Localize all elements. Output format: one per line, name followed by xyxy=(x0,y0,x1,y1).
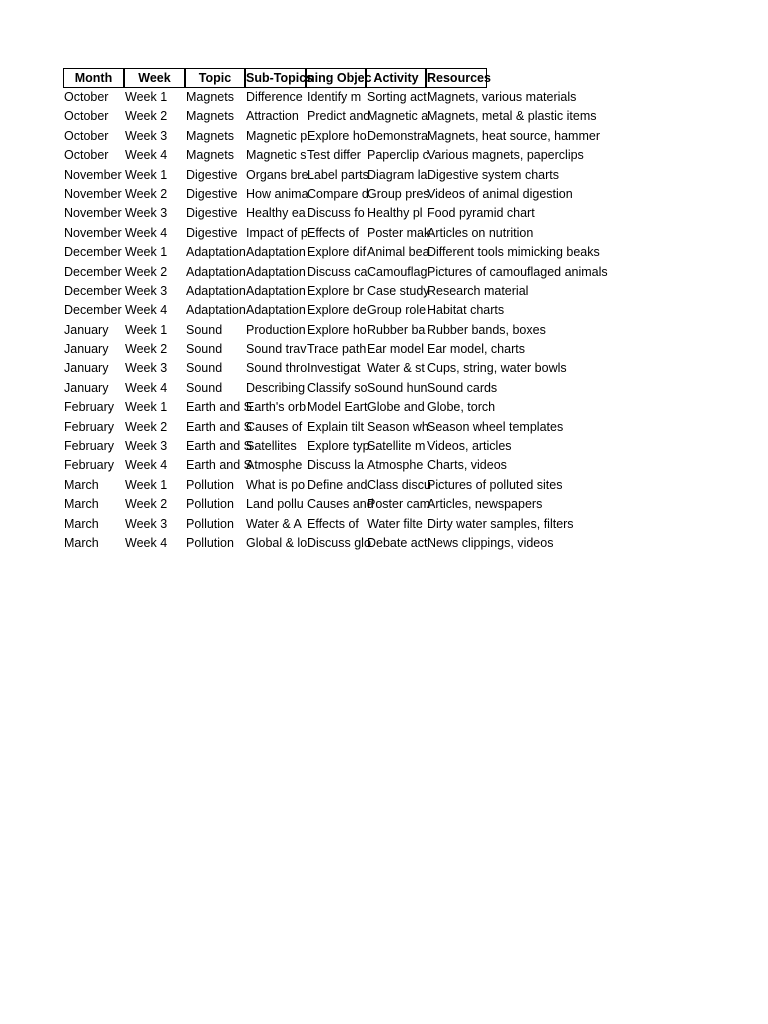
header-resources[interactable]: Resources xyxy=(426,68,487,88)
month-cell[interactable]: October xyxy=(64,90,109,104)
month-cell[interactable]: March xyxy=(64,477,99,492)
topic-cell[interactable]: Pollution xyxy=(186,477,234,492)
header-topic[interactable]: Topic xyxy=(185,68,245,88)
week-cell[interactable]: Week 3 xyxy=(125,128,168,143)
month-cell[interactable]: January xyxy=(64,342,109,357)
topic-cell[interactable]: Magnets xyxy=(186,148,234,163)
objective-cell[interactable]: Label parts xyxy=(307,167,369,182)
topic-cell[interactable]: Sound xyxy=(186,361,223,376)
month-cell[interactable]: February xyxy=(64,400,115,415)
activity-cell[interactable]: Case study xyxy=(367,283,430,298)
sub-topic-cell[interactable]: Causes of xyxy=(246,419,303,434)
month-cell[interactable]: January xyxy=(64,361,109,376)
topic-cell[interactable]: Earth and S xyxy=(186,439,253,454)
week-cell[interactable]: Week 3 xyxy=(125,516,168,531)
month-cell[interactable]: October xyxy=(64,128,109,143)
week-cell[interactable]: Week 3 xyxy=(125,206,168,221)
resources-cell[interactable]: Digestive system charts xyxy=(427,167,559,182)
objective-cell[interactable]: Explore de xyxy=(307,303,367,318)
resources-cell[interactable]: Globe, torch xyxy=(427,400,496,415)
sub-topic-cell[interactable]: Global & lo xyxy=(246,535,308,550)
sub-topic-cell[interactable]: Atmosphe xyxy=(246,458,303,473)
resources-cell[interactable]: Various magnets, paperclips xyxy=(427,148,584,163)
objective-cell[interactable]: Causes and xyxy=(307,497,374,512)
sub-topic-cell[interactable]: Sound thro xyxy=(246,361,308,376)
sub-topic-cell[interactable]: Satellites xyxy=(246,439,297,454)
resources-cell[interactable]: Charts, videos xyxy=(427,458,507,473)
activity-cell[interactable]: Class discu xyxy=(367,477,431,492)
header-week[interactable]: Week xyxy=(124,68,185,88)
topic-cell[interactable]: Digestive xyxy=(186,206,238,221)
activity-cell[interactable]: Group role xyxy=(367,303,427,318)
resources-cell[interactable]: Research material xyxy=(427,283,529,298)
resources-cell[interactable]: Articles, newspapers xyxy=(427,497,543,512)
resources-cell[interactable]: Rubber bands, boxes xyxy=(427,322,546,337)
activity-cell[interactable]: Poster mak xyxy=(367,225,431,240)
resources-cell[interactable]: Season wheel templates xyxy=(427,419,564,434)
objective-cell[interactable]: Discuss fo xyxy=(307,206,365,221)
topic-cell[interactable]: Digestive xyxy=(186,167,238,182)
month-cell[interactable]: January xyxy=(64,380,109,395)
month-cell[interactable]: February xyxy=(64,419,115,434)
objective-cell[interactable]: Explain tilt xyxy=(307,419,364,434)
objective-cell[interactable]: Effects of xyxy=(307,516,359,531)
objective-cell[interactable]: Identify m xyxy=(307,90,362,104)
activity-cell[interactable]: Water & st xyxy=(367,361,425,376)
activity-cell[interactable]: Healthy pl xyxy=(367,206,423,221)
sub-topic-cell[interactable]: Attraction xyxy=(246,109,299,124)
month-cell[interactable]: February xyxy=(64,458,115,473)
activity-cell[interactable]: Water filte xyxy=(367,516,423,531)
activity-cell[interactable]: Globe and xyxy=(367,400,425,415)
activity-cell[interactable]: Camouflag xyxy=(367,264,428,279)
topic-cell[interactable]: Pollution xyxy=(186,535,234,550)
month-cell[interactable]: December xyxy=(64,283,122,298)
month-cell[interactable]: December xyxy=(64,264,122,279)
resources-cell[interactable]: Articles on nutrition xyxy=(427,225,534,240)
activity-cell[interactable]: Magnetic a xyxy=(367,109,429,124)
sub-topic-cell[interactable]: Adaptation xyxy=(246,283,306,298)
resources-cell[interactable]: Magnets, metal & plastic items xyxy=(427,109,597,124)
topic-cell[interactable]: Magnets xyxy=(186,128,234,143)
objective-cell[interactable]: Effects of xyxy=(307,225,359,240)
week-cell[interactable]: Week 1 xyxy=(125,90,168,104)
week-cell[interactable]: Week 3 xyxy=(125,361,168,376)
sub-topic-cell[interactable]: Adaptation xyxy=(246,264,306,279)
resources-cell[interactable]: Food pyramid chart xyxy=(427,206,535,221)
topic-cell[interactable]: Adaptation xyxy=(186,264,246,279)
topic-cell[interactable]: Adaptation xyxy=(186,245,246,260)
activity-cell[interactable]: Group pres xyxy=(367,186,430,201)
month-cell[interactable]: December xyxy=(64,245,122,260)
activity-cell[interactable]: Demonstra xyxy=(367,128,429,143)
activity-cell[interactable]: Atmosphe xyxy=(367,458,424,473)
sub-topic-cell[interactable]: What is po xyxy=(246,477,306,492)
sub-topic-cell[interactable]: Land pollu xyxy=(246,497,304,512)
topic-cell[interactable]: Earth and S xyxy=(186,400,253,415)
topic-cell[interactable]: Digestive xyxy=(186,186,238,201)
week-cell[interactable]: Week 1 xyxy=(125,245,168,260)
topic-cell[interactable]: Earth and S xyxy=(186,419,253,434)
resources-cell[interactable]: Pictures of polluted sites xyxy=(427,477,563,492)
week-cell[interactable]: Week 2 xyxy=(125,419,168,434)
objective-cell[interactable]: Explore ho xyxy=(307,322,367,337)
sub-topic-cell[interactable]: Magnetic s xyxy=(246,148,307,163)
activity-cell[interactable]: Poster cam xyxy=(367,497,431,512)
month-cell[interactable]: March xyxy=(64,535,99,550)
topic-cell[interactable]: Pollution xyxy=(186,516,234,531)
week-cell[interactable]: Week 4 xyxy=(125,225,168,240)
resources-cell[interactable]: Dirty water samples, filters xyxy=(427,516,574,531)
activity-cell[interactable]: Sorting act xyxy=(367,90,427,104)
month-cell[interactable]: November xyxy=(64,206,122,221)
sub-topic-cell[interactable]: Difference xyxy=(246,90,303,104)
activity-cell[interactable]: Debate act xyxy=(367,535,428,550)
week-cell[interactable]: Week 4 xyxy=(125,148,168,163)
objective-cell[interactable]: Predict and xyxy=(307,109,371,124)
header-month[interactable]: Month xyxy=(63,68,124,88)
month-cell[interactable]: October xyxy=(64,109,109,124)
month-cell[interactable]: November xyxy=(64,167,122,182)
objective-cell[interactable]: Define and xyxy=(307,477,368,492)
objective-cell[interactable]: Investigat xyxy=(307,361,361,376)
month-cell[interactable]: March xyxy=(64,516,99,531)
resources-cell[interactable]: Habitat charts xyxy=(427,303,505,318)
month-cell[interactable]: November xyxy=(64,186,122,201)
sub-topic-cell[interactable]: Organs bre xyxy=(246,167,309,182)
header-activity[interactable]: Activity xyxy=(366,68,426,88)
week-cell[interactable]: Week 4 xyxy=(125,380,168,395)
objective-cell[interactable]: Discuss glo xyxy=(307,535,371,550)
objective-cell[interactable]: Explore typ xyxy=(307,439,370,454)
objective-cell[interactable]: Classify so xyxy=(307,380,368,395)
activity-cell[interactable]: Paperclip c xyxy=(367,148,429,163)
sub-topic-cell[interactable]: Impact of p xyxy=(246,225,308,240)
activity-cell[interactable]: Sound hun xyxy=(367,380,428,395)
resources-cell[interactable]: Ear model, charts xyxy=(427,342,525,357)
topic-cell[interactable]: Magnets xyxy=(186,90,234,104)
week-cell[interactable]: Week 1 xyxy=(125,167,168,182)
sub-topic-cell[interactable]: Water & A xyxy=(246,516,302,531)
objective-cell[interactable]: Test differ xyxy=(307,148,361,163)
month-cell[interactable]: March xyxy=(64,497,99,512)
header-learning-objectives[interactable]: ning Objec xyxy=(306,68,366,88)
resources-cell[interactable]: Sound cards xyxy=(427,380,498,395)
objective-cell[interactable]: Compare d xyxy=(307,186,369,201)
topic-cell[interactable]: Earth and S xyxy=(186,458,253,473)
sub-topic-cell[interactable]: Describing xyxy=(246,380,306,395)
resources-cell[interactable]: Different tools mimicking beaks xyxy=(427,245,600,260)
sub-topic-cell[interactable]: Adaptation xyxy=(246,303,306,318)
sub-topic-cell[interactable]: Earth's orb xyxy=(246,400,307,415)
objective-cell[interactable]: Explore br xyxy=(307,283,364,298)
month-cell[interactable]: November xyxy=(64,225,122,240)
activity-cell[interactable]: Ear model xyxy=(367,342,424,357)
resources-cell[interactable]: Magnets, heat source, hammer xyxy=(427,128,600,143)
sub-topic-cell[interactable]: Adaptation xyxy=(246,245,306,260)
objective-cell[interactable]: Discuss la xyxy=(307,458,364,473)
sub-topic-cell[interactable]: Sound trav xyxy=(246,342,307,357)
topic-cell[interactable]: Pollution xyxy=(186,497,234,512)
sub-topic-cell[interactable]: Production xyxy=(246,322,306,337)
objective-cell[interactable]: Trace path xyxy=(307,342,367,357)
topic-cell[interactable]: Adaptation xyxy=(186,303,246,318)
topic-cell[interactable]: Magnets xyxy=(186,109,234,124)
sub-topic-cell[interactable]: Magnetic p xyxy=(246,128,308,143)
topic-cell[interactable]: Digestive xyxy=(186,225,238,240)
week-cell[interactable]: Week 4 xyxy=(125,303,168,318)
week-cell[interactable]: Week 4 xyxy=(125,458,168,473)
week-cell[interactable]: Week 1 xyxy=(125,400,168,415)
activity-cell[interactable]: Satellite m xyxy=(367,439,426,454)
week-cell[interactable]: Week 2 xyxy=(125,497,168,512)
objective-cell[interactable]: Explore dif xyxy=(307,245,367,260)
topic-cell[interactable]: Sound xyxy=(186,380,223,395)
resources-cell[interactable]: Magnets, various materials xyxy=(427,90,577,104)
resources-cell[interactable]: Videos, articles xyxy=(427,439,512,454)
activity-cell[interactable]: Rubber ba xyxy=(367,322,426,337)
activity-cell[interactable]: Animal bea xyxy=(367,245,430,260)
week-cell[interactable]: Week 2 xyxy=(125,264,168,279)
month-cell[interactable]: October xyxy=(64,148,109,163)
topic-cell[interactable]: Sound xyxy=(186,342,223,357)
month-cell[interactable]: December xyxy=(64,303,122,318)
topic-cell[interactable]: Sound xyxy=(186,322,223,337)
objective-cell[interactable]: Discuss ca xyxy=(307,264,368,279)
header-sub-topics[interactable]: Sub-Topics xyxy=(245,68,306,88)
resources-cell[interactable]: Pictures of camouflaged animals xyxy=(427,264,608,279)
activity-cell[interactable]: Diagram la xyxy=(367,167,428,182)
objective-cell[interactable]: Explore ho xyxy=(307,128,367,143)
objective-cell[interactable]: Model Eart xyxy=(307,400,368,415)
topic-cell[interactable]: Adaptation xyxy=(186,283,246,298)
resources-cell[interactable]: Cups, string, water bowls xyxy=(427,361,567,376)
resources-cell[interactable]: Videos of animal digestion xyxy=(427,186,573,201)
week-cell[interactable]: Week 4 xyxy=(125,535,168,550)
week-cell[interactable]: Week 2 xyxy=(125,342,168,357)
sub-topic-cell[interactable]: How anima xyxy=(246,186,309,201)
sub-topic-cell[interactable]: Healthy ea xyxy=(246,206,306,221)
activity-cell[interactable]: Season wh xyxy=(367,419,429,434)
week-cell[interactable]: Week 1 xyxy=(125,322,168,337)
month-cell[interactable]: February xyxy=(64,439,115,454)
month-cell[interactable]: January xyxy=(64,322,109,337)
week-cell[interactable]: Week 2 xyxy=(125,186,168,201)
week-cell[interactable]: Week 1 xyxy=(125,477,168,492)
week-cell[interactable]: Week 2 xyxy=(125,109,168,124)
resources-cell[interactable]: News clippings, videos xyxy=(427,535,554,550)
week-cell[interactable]: Week 3 xyxy=(125,283,168,298)
week-cell[interactable]: Week 3 xyxy=(125,439,168,454)
